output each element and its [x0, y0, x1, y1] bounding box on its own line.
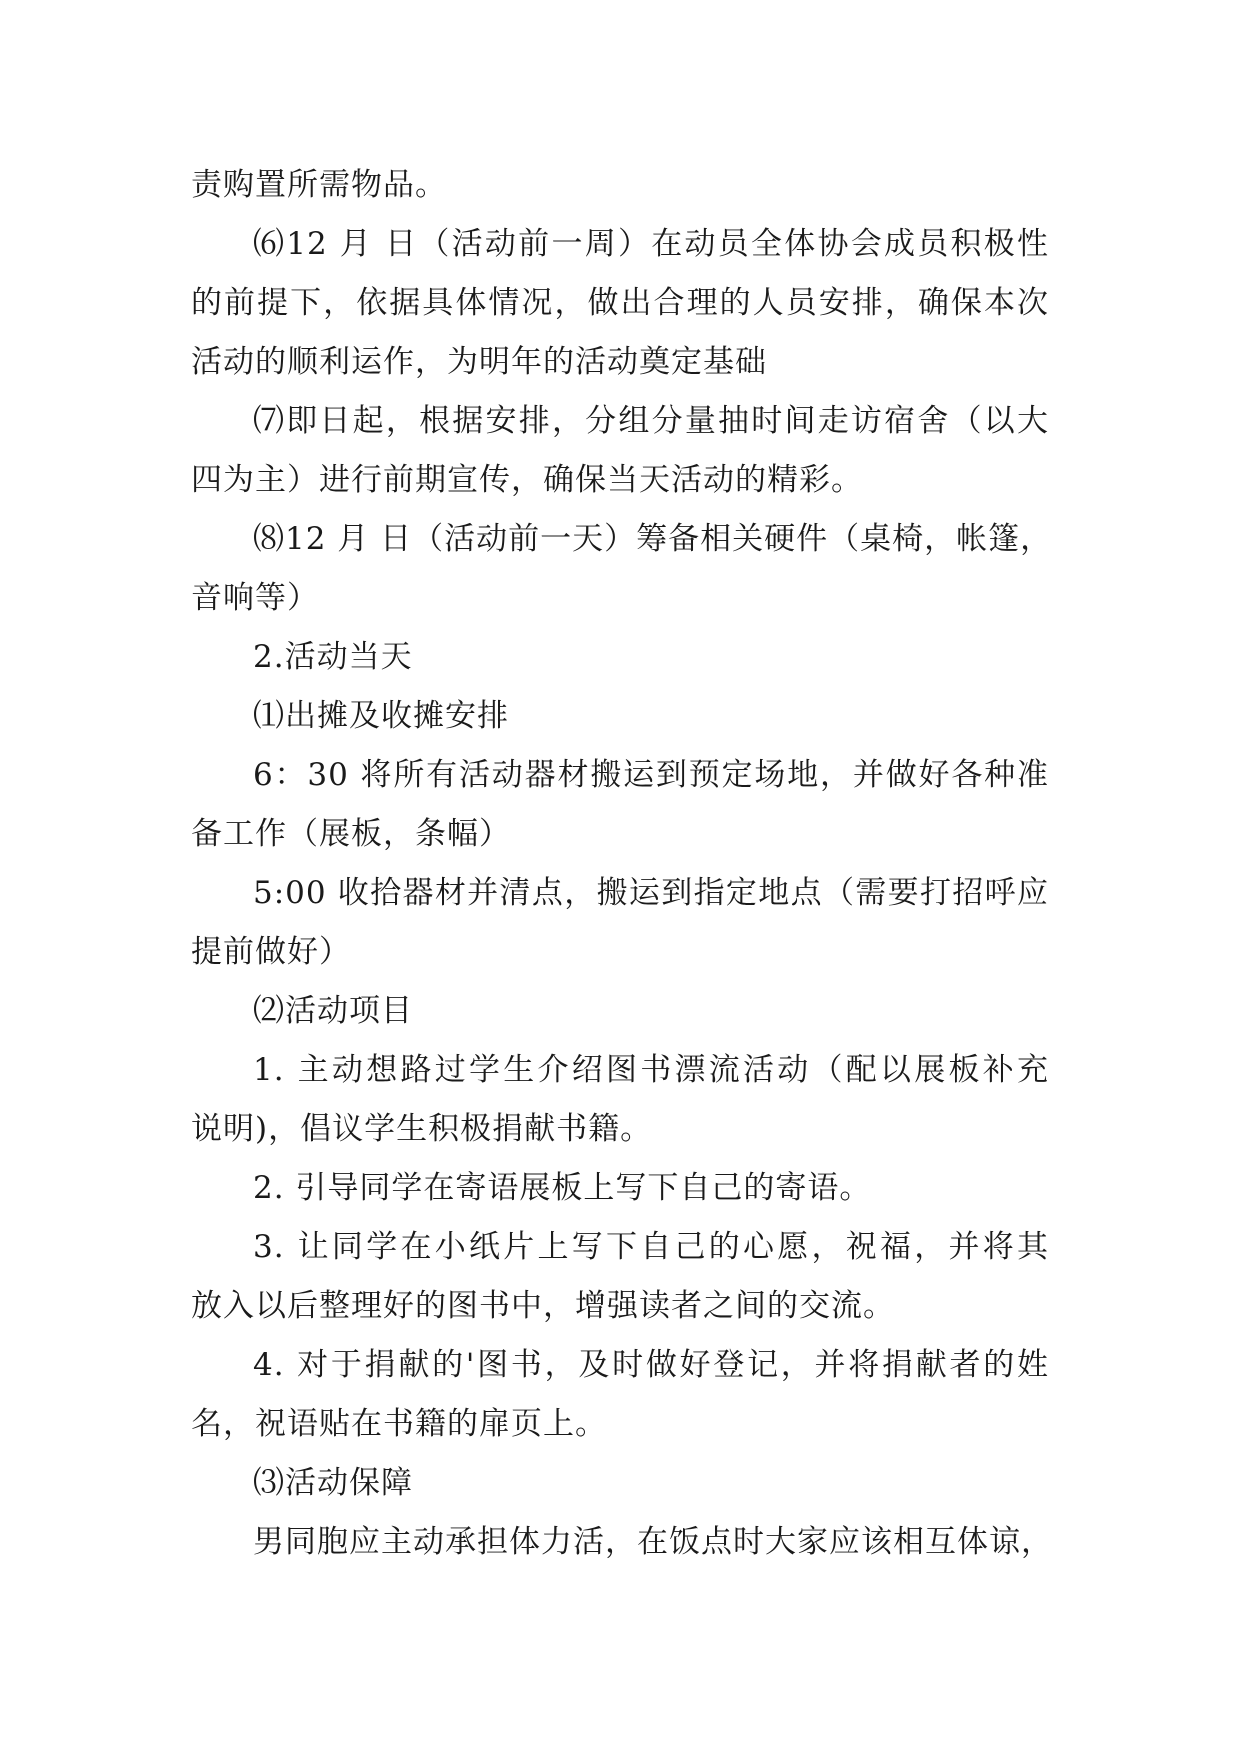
text-line: 名，祝语贴在书籍的扉页上。 [191, 1406, 607, 1442]
text-line: 5:00 收拾器材并清点，搬运到指定地点（需要打招呼应 [253, 875, 1049, 911]
section-heading: 2.活动当天 [253, 639, 413, 675]
subsection-heading: ⑶活动保障 [253, 1465, 413, 1501]
text-line: 的前提下，依据具体情况，做出合理的人员安排，确保本次 [191, 285, 1049, 321]
text-line: ⑺即日起，根据安排，分组分量抽时间走访宿舍（以大 [253, 403, 1049, 439]
text-line: ⑻12 月 日（活动前一天）筹备相关硬件（桌椅，帐篷， [253, 521, 1053, 557]
text-line: 6：30 将所有活动器材搬运到预定场地，并做好各种准 [253, 757, 1049, 793]
text-line: 活动的顺利运作，为明年的活动奠定基础 [191, 344, 767, 380]
list-item: 4. 对于捐献的'图书，及时做好登记，并将捐献者的姓 [253, 1347, 1049, 1383]
text-line: 男同胞应主动承担体力活，在饭点时大家应该相互体谅， [253, 1524, 1053, 1560]
list-item: 2. 引导同学在寄语展板上写下自己的寄语。 [253, 1170, 872, 1206]
text-line: ⑹12 月 日（活动前一周）在动员全体协会成员积极性 [253, 226, 1049, 262]
text-line: 四为主）进行前期宣传，确保当天活动的精彩。 [191, 462, 863, 498]
text-line: 放入以后整理好的图书中，增强读者之间的交流。 [191, 1288, 895, 1324]
text-line: 责购置所需物品。 [191, 167, 447, 203]
text-line: 备工作（展板，条幅） [191, 816, 511, 852]
list-item: 1. 主动想路过学生介绍图书漂流活动（配以展板补充 [253, 1052, 1049, 1088]
subsection-heading: ⑵活动项目 [253, 993, 413, 1029]
text-line: 说明)，倡议学生积极捐献书籍。 [191, 1111, 653, 1147]
list-item: 3. 让同学在小纸片上写下自己的心愿，祝福，并将其 [253, 1229, 1049, 1265]
text-line: 提前做好） [191, 934, 351, 970]
text-line: 音响等） [191, 580, 319, 616]
subsection-heading: ⑴出摊及收摊安排 [253, 698, 509, 734]
